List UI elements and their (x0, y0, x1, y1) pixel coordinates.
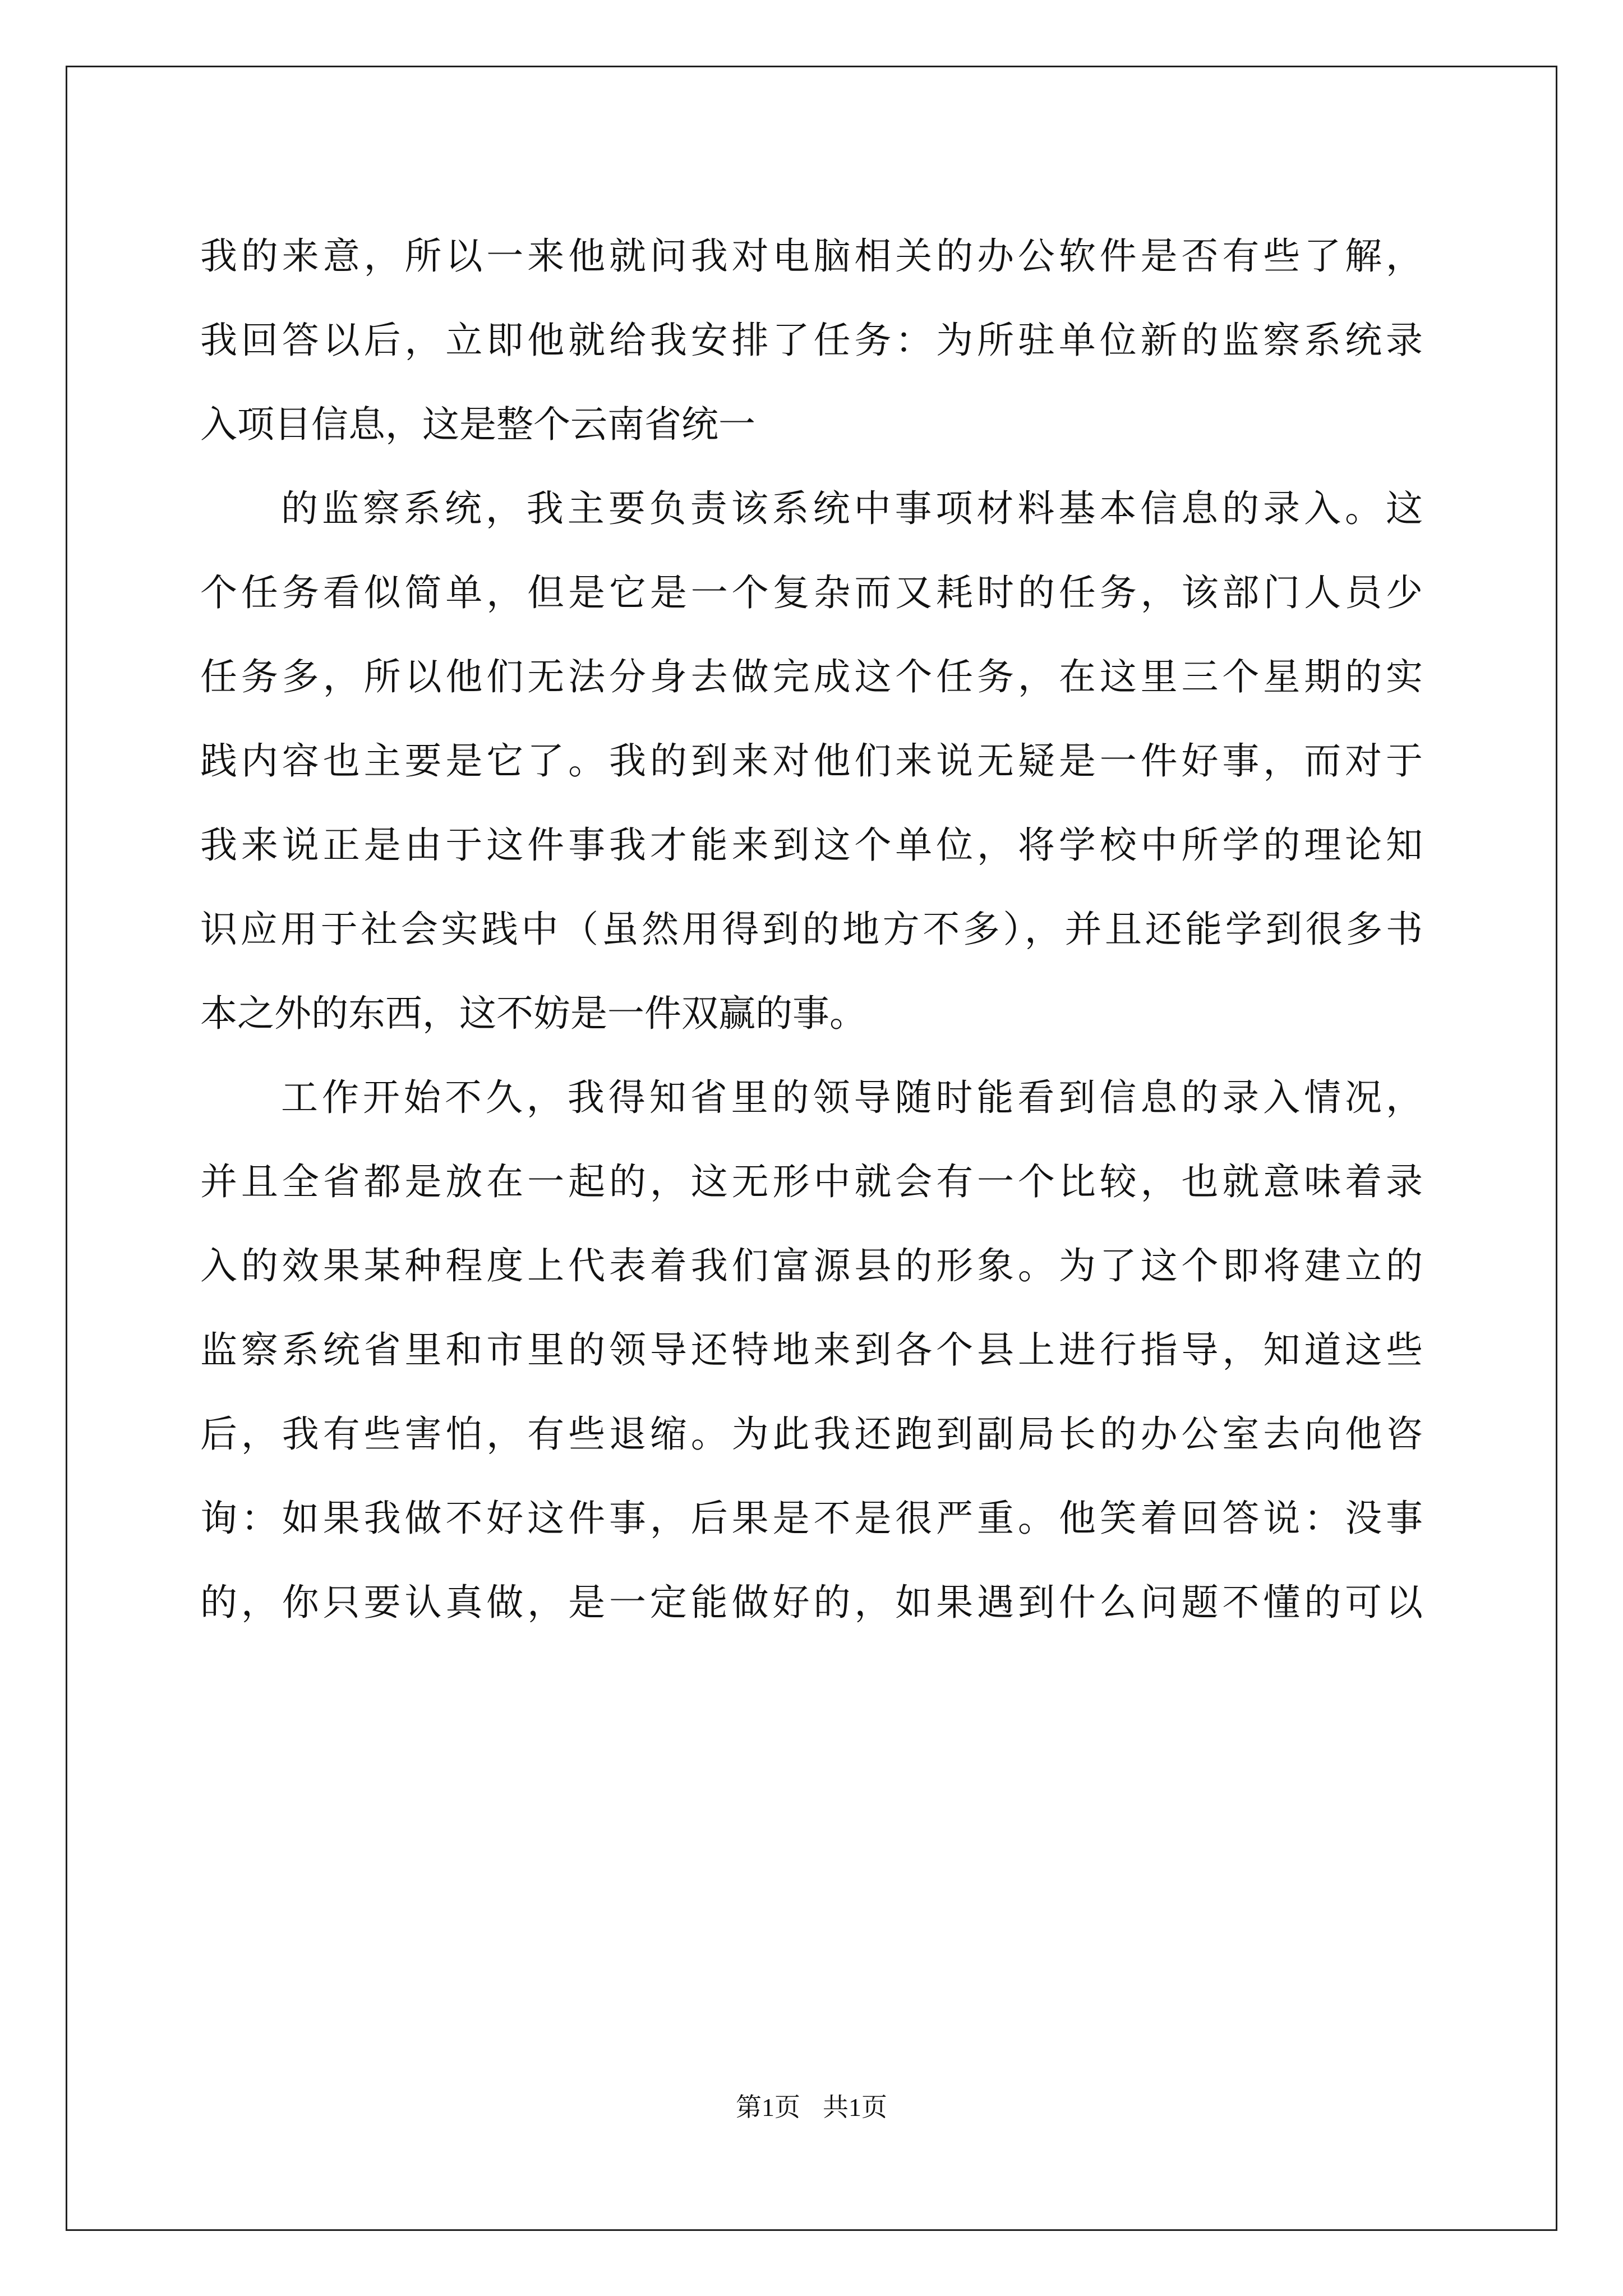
body-line: 本之外的东西，这不妨是一件双赢的事。 (200, 992, 866, 1035)
body-line: 我的来意，所以一来他就问我对电脑相关的办公软件是否有些了解， (200, 234, 1423, 278)
body-line: 监察系统省里和市里的领导还特地来到各个县上进行指导，知道这些 (200, 1328, 1423, 1372)
page-total: 共1页 (823, 2093, 887, 2122)
body-line: 询：如果我做不好这件事，后果是不是很严重。他笑着回答说：没事 (200, 1497, 1423, 1540)
body-line: 践内容也主要是它了。我的到来对他们来说无疑是一件好事，而对于 (200, 739, 1423, 783)
body-line: 的监察系统，我主要负责该系统中事项材料基本信息的录入。这 (281, 487, 1423, 530)
body-line: 任务多，所以他们无法分身去做完成这个任务，在这里三个星期的实 (200, 655, 1423, 698)
body-line: 并且全省都是放在一起的，这无形中就会有一个比较，也就意味着录 (200, 1160, 1423, 1203)
body-line: 入项目信息，这是整个云南省统一 (200, 403, 755, 446)
body-line: 的，你只要认真做，是一定能做好的，如果遇到什么问题不懂的可以 (200, 1581, 1423, 1624)
page-number: 第1页 (736, 2093, 800, 2122)
body-line: 工作开始不久，我得知省里的领导随时能看到信息的录入情况， (281, 1076, 1423, 1119)
page-footer (0, 2091, 1623, 2124)
body-line: 识应用于社会实践中（虽然用得到的地方不多），并且还能学到很多书 (200, 908, 1423, 951)
document-body (200, 214, 1423, 1645)
body-line: 入的效果某种程度上代表着我们富源县的形象。为了这个即将建立的 (200, 1244, 1423, 1287)
body-line: 我回答以后，立即他就给我安排了任务：为所驻单位新的监察系统录 (200, 319, 1423, 362)
body-line: 个任务看似简单，但是它是一个复杂而又耗时的任务，该部门人员少 (200, 571, 1423, 614)
body-line: 我来说正是由于这件事我才能来到这个单位，将学校中所学的理论知 (200, 823, 1423, 867)
body-line: 后，我有些害怕，有些退缩。为此我还跑到副局长的办公室去向他咨 (200, 1412, 1423, 1456)
